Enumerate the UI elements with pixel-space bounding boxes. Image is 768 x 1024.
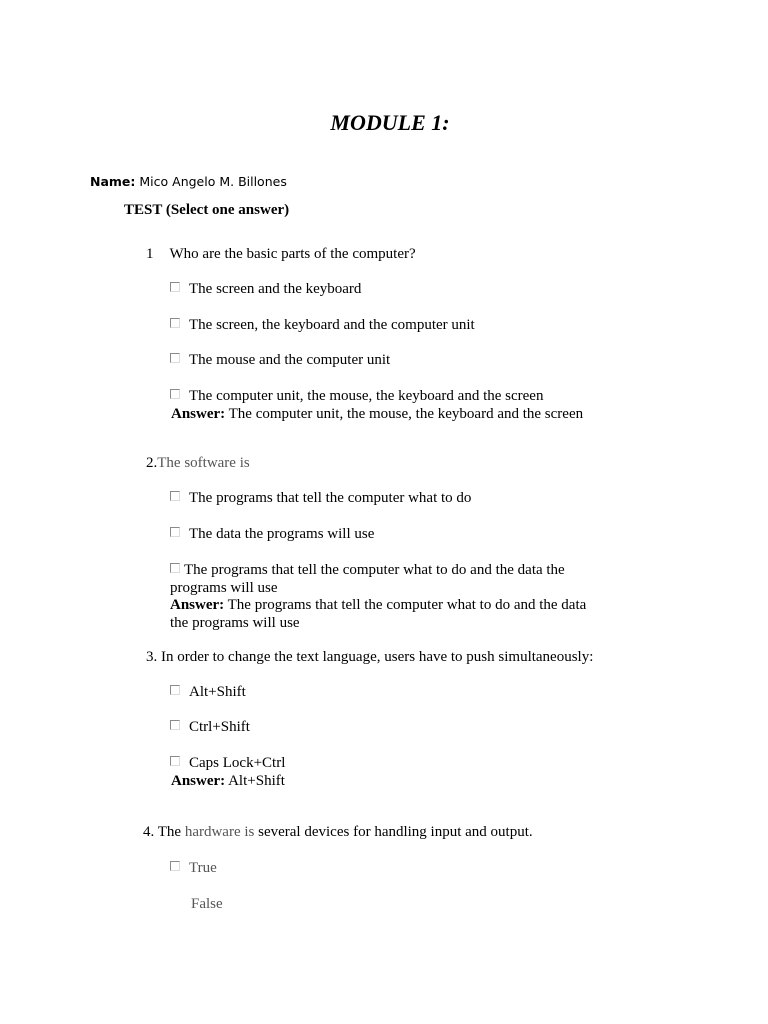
checkbox-icon[interactable] xyxy=(170,282,180,292)
option-label: True xyxy=(189,860,217,876)
option-1-3[interactable] xyxy=(170,351,390,369)
option-label: The computer unit, the mouse, the keyboard and the screen xyxy=(189,388,544,404)
option-label: The data the programs will use xyxy=(189,526,375,542)
option-3-1[interactable] xyxy=(170,683,246,701)
checkbox-icon[interactable] xyxy=(170,353,180,363)
option-3-3[interactable] xyxy=(170,754,285,772)
answer-text: The computer unit, the mouse, the keyboard and the screen xyxy=(228,406,584,422)
answer-label: Answer: xyxy=(170,597,225,613)
option-2-2[interactable] xyxy=(170,525,374,543)
question-1 xyxy=(146,245,416,263)
question-4 xyxy=(143,823,533,841)
option-2-3[interactable] xyxy=(170,561,600,597)
option-2-1[interactable] xyxy=(170,489,471,507)
option-label: The mouse and the computer unit xyxy=(189,352,391,368)
question-text: In order to change the text language, users have to push simultaneously: xyxy=(161,649,594,665)
answer-1 xyxy=(171,405,583,423)
test-heading: TEST (Select one answer) xyxy=(124,202,290,218)
question-number: 4. xyxy=(143,824,155,840)
option-4-1[interactable] xyxy=(170,859,217,877)
option-label: The programs that tell the computer what to do and the data the programs will use xyxy=(170,562,565,596)
checkbox-icon[interactable] xyxy=(170,756,180,766)
checkbox-icon[interactable] xyxy=(170,563,180,573)
question-number: 2. xyxy=(146,455,158,471)
question-text-pre: The xyxy=(157,824,182,840)
option-3-2[interactable] xyxy=(170,718,250,736)
question-number: 1 xyxy=(146,246,154,262)
student-name-line xyxy=(90,173,287,191)
question-2 xyxy=(146,454,250,472)
checkbox-icon[interactable] xyxy=(170,685,180,695)
answer-label: Answer: xyxy=(171,406,226,422)
option-1-4[interactable] xyxy=(170,387,543,405)
question-3 xyxy=(146,648,593,666)
option-label: The screen and the keyboard xyxy=(189,281,362,297)
checkbox-icon[interactable] xyxy=(170,389,180,399)
option-label: Ctrl+Shift xyxy=(189,719,250,735)
answer-text: Alt+Shift xyxy=(228,773,285,789)
answer-3 xyxy=(171,772,285,790)
name-label: Name: xyxy=(90,174,136,189)
question-text: Who are the basic parts of the computer? xyxy=(169,246,416,262)
option-label: Alt+Shift xyxy=(189,684,246,700)
question-text-highlight: hardware is xyxy=(184,824,255,840)
page-title: MODULE 1: xyxy=(330,110,450,135)
question-number: 3. xyxy=(146,649,158,665)
option-label: The programs that tell the computer what to do xyxy=(189,490,472,506)
checkbox-icon[interactable] xyxy=(170,491,180,501)
option-4-2[interactable] xyxy=(191,895,223,913)
answer-2 xyxy=(170,596,600,632)
option-1-2[interactable] xyxy=(170,316,475,334)
question-text: The software is xyxy=(157,455,250,471)
option-label: False xyxy=(191,896,223,912)
answer-text: The programs that tell the computer what to do and the data the programs will use xyxy=(170,597,587,631)
option-label: Caps Lock+Ctrl xyxy=(189,755,286,771)
checkbox-icon[interactable] xyxy=(170,318,180,328)
answer-label: Answer: xyxy=(171,773,226,789)
checkbox-icon[interactable] xyxy=(170,527,180,537)
option-1-1[interactable] xyxy=(170,280,361,298)
question-text-post: several devices for handling input and output. xyxy=(258,824,533,840)
option-label: The screen, the keyboard and the computer unit xyxy=(189,317,475,333)
name-value: Mico Angelo M. Billones xyxy=(139,174,287,189)
checkbox-icon[interactable] xyxy=(170,720,180,730)
checkbox-icon[interactable] xyxy=(170,861,180,871)
